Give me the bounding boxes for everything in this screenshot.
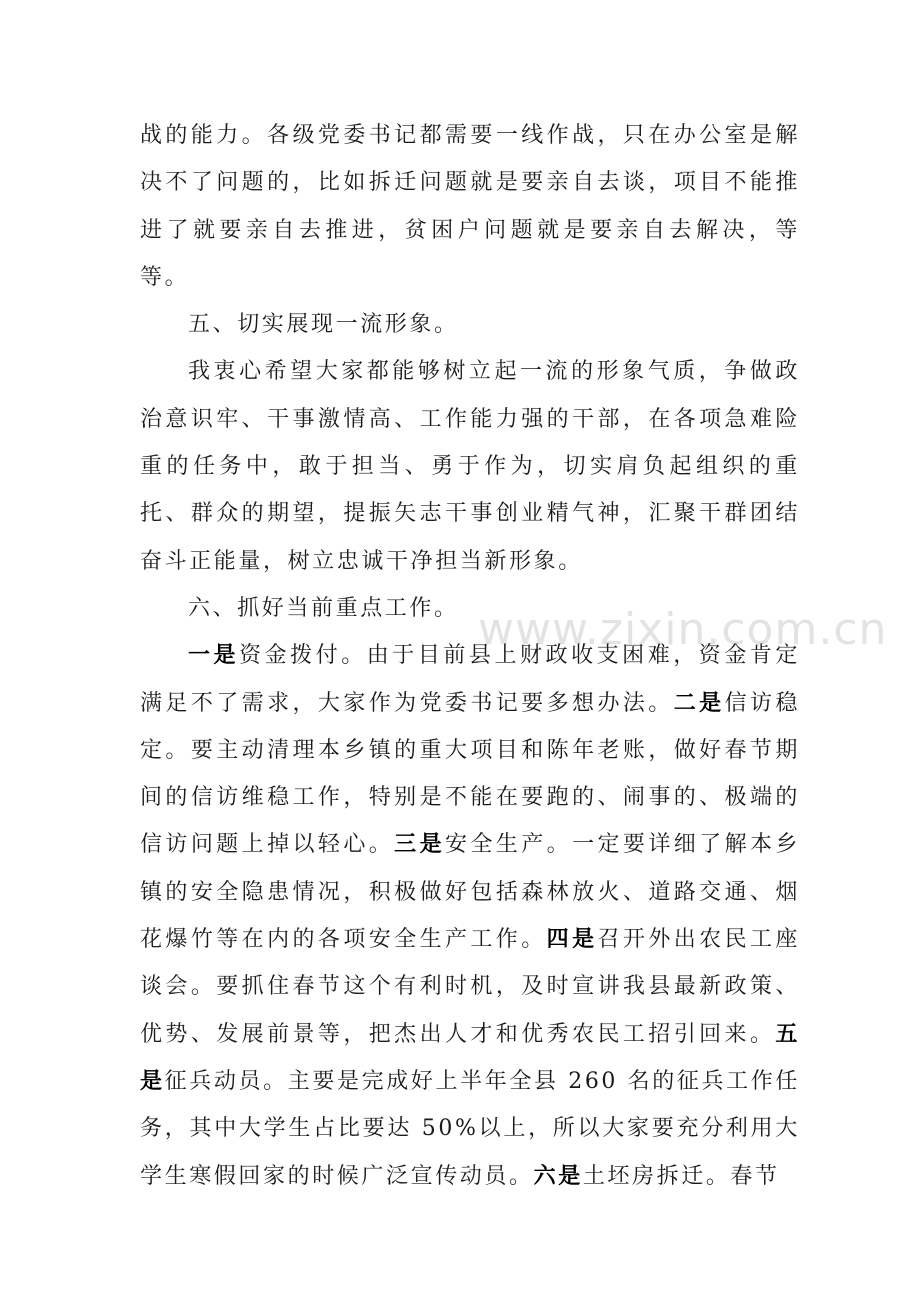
task-text-4: 召开外出农民工座谈会。要抓住春节这个有利时机，及时宣讲我县最新政策、优势、发展前景等，把杰出人才和优秀农民工招引回来。 <box>140 927 801 1047</box>
section-heading-five: 五、切实展现一流形象。 <box>188 312 459 338</box>
task-text-5: 征兵动员。主要是完成好上半年全县 260 名的征兵工作任务，其中大学生占比要达 50%以上，所以大家要充分利用大学生寒假回家的时候广泛宣传动员。 <box>140 1068 800 1189</box>
task-lead-3: 三是 <box>394 831 445 858</box>
task-lead-4: 四是 <box>546 926 598 953</box>
task-text-3: 安全生产。一定要详细了解本乡镇的安全隐患情况，积极做好包括森林放火、道路交通、烟花爆竹等在内的各项安全生产工作。 <box>140 832 800 953</box>
paragraph-continuation: 战的能力。各级党委书记都需要一线作战，只在办公室是解决不了问题的，比如拆迁问题就是要亲自去谈，项目不能推进了就要亲自去推进，贫困户问题就是要亲自去解决，等等。 <box>140 123 800 290</box>
task-lead-1: 一是 <box>188 642 240 669</box>
site-watermark: www.zixin.com.cn <box>478 604 888 655</box>
document-body <box>140 112 800 1200</box>
paragraph-image: 我衷心希望大家都能够树立起一流的形象气质，争做政治意识牢、干事激情高、工作能力强的干部，在各项急难险重的任务中，敢于担当、勇于作为，切实肩负起组织的重托、群众的期望，提振矢志干事创业精气神，汇聚干群团结奋斗正能量，树立忠诚干净担当新形象。 <box>140 359 800 574</box>
task-lead-6: 六是 <box>533 1162 583 1189</box>
task-text-6: 土坯房拆迁。春节 <box>582 1163 780 1189</box>
paragraph-key-tasks <box>140 632 800 1200</box>
section-heading-six: 六、抓好当前重点工作。 <box>188 595 459 621</box>
task-text-2: 信访稳定。要主动清理本乡镇的重大项目和陈年老账，做好春节期间的信访维稳工作，特别是不能在要跑的、闹事的、极端的信访问题上掉以轻心。 <box>140 690 800 858</box>
task-lead-5: 五是 <box>140 1020 800 1094</box>
task-lead-2: 二是 <box>673 689 725 716</box>
task-text-1: 资金拨付。由于目前县上财政收支困难，资金肯定满足不了需求，大家作为党委书记要多想办法。 <box>140 643 800 716</box>
